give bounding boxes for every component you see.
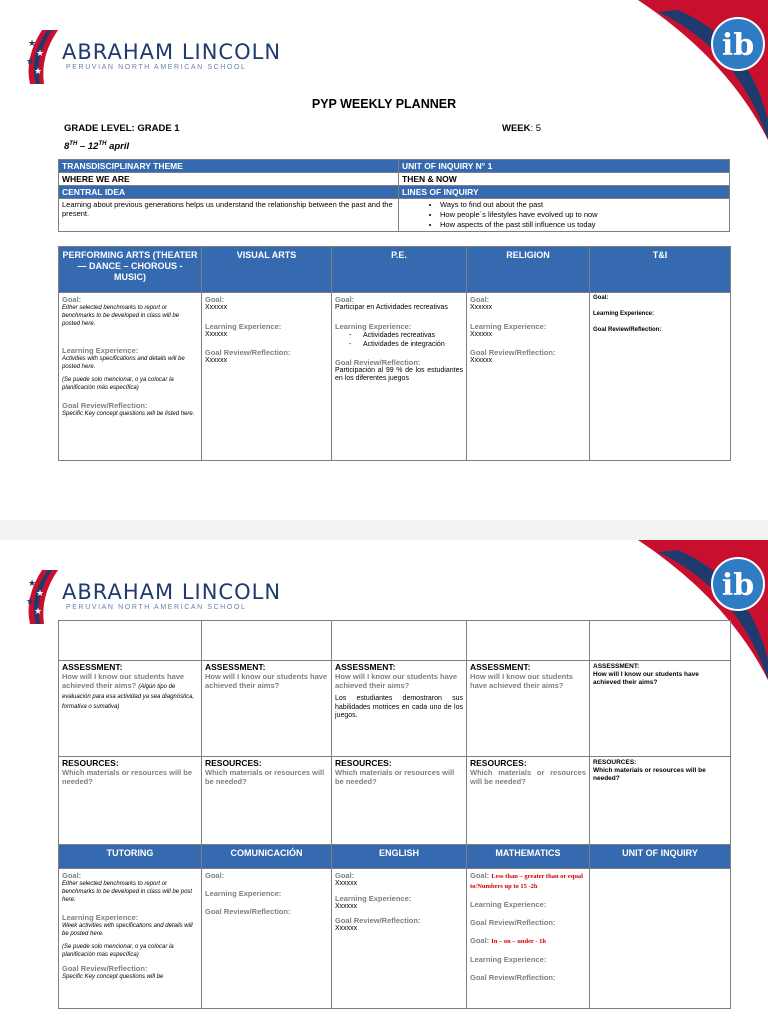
theme-label: TRANSDISCIPLINARY THEME <box>59 160 399 173</box>
stars-icon <box>22 570 58 624</box>
line-item: • How people´s lifestyles have evolved up to now <box>440 210 726 220</box>
svg-text:★: ★ <box>34 66 43 76</box>
svg-text:★: ★ <box>36 588 45 598</box>
stars-icon <box>22 30 58 84</box>
svg-text:★: ★ <box>28 38 37 48</box>
header-comunicacion: COMUNICACIÓN <box>202 845 332 869</box>
ib-logo-text: ib <box>721 28 755 63</box>
page-gap <box>0 520 768 540</box>
lines-label: LINES OF INQUIRY <box>399 186 730 199</box>
header-visual-arts: VISUAL ARTS <box>202 247 332 293</box>
cell-pe: Goal: Participar en Actividades recreativas Learning Experience: - Actividades recreativas - Actividades de integración Goal Review/Reflection: Participación al 99 % de los estudiantes en los diferentes juegos <box>332 293 467 461</box>
svg-text:★: ★ <box>34 606 43 616</box>
central-idea-label: CENTRAL IDEA <box>59 186 399 199</box>
planner-page-2 <box>0 540 768 1024</box>
school-subtitle: PERUVIAN NORTH AMERICAN SCHOOL <box>66 64 247 71</box>
resources-cell: RESOURCES: Which materials or resources will be needed? <box>590 757 731 845</box>
assessment-cell: ASSESSMENT: How will I know our students have achieved their aims? (Algún tipo de evaluación para esa actividad ya sea diagnóstica, formativa o sumativa) <box>59 661 202 757</box>
central-idea-value: Learning about previous generations helps us understand the relationship between the past and the present. <box>59 199 399 232</box>
week-number: WEEK: 5 <box>502 123 542 134</box>
blank-cell <box>59 621 202 661</box>
header-unit-of-inquiry: UNIT OF INQUIRY <box>590 845 731 869</box>
school-name: ABRAHAM LINCOLN <box>62 580 282 604</box>
svg-text:★: ★ <box>26 56 35 66</box>
assessment-cell: ASSESSMENT: How will I know our students have achieved their aims? <box>467 661 590 757</box>
date-range: 8TH – 12TH april <box>64 141 130 153</box>
school-subtitle: PERUVIAN NORTH AMERICAN SCHOOL <box>66 604 247 611</box>
unit-label: UNIT OF INQUIRY N° 1 <box>399 160 730 173</box>
assessment-cell: ASSESSMENT: How will I know our students have achieved their aims? Los estudiantes demostraron sus habilidades motrices en cada uno de los juegos. <box>332 661 467 757</box>
header-religion: RELIGION <box>467 247 590 293</box>
school-logo <box>22 570 281 624</box>
cell-unit-of-inquiry <box>590 869 731 1009</box>
school-name: ABRAHAM LINCOLN <box>62 40 282 64</box>
unit-value: THEN & NOW <box>399 173 730 186</box>
cell-tutoring: Goal: Either selected benchmarks to report or benchmarks to be developed in class will be post here. Learning Experience: Week activities with specifications and details will be posted here. (Se puede solo mencionar, o ya colocar la planificación más específica) Goal Review/Reflection: Specific Key concept questions will be <box>59 869 202 1009</box>
blank-cell <box>332 621 467 661</box>
header-performing-arts: PERFORMING ARTS (THEATER — DANCE – CHOROUS - MUSIC) <box>59 247 202 293</box>
svg-text:★: ★ <box>36 48 45 58</box>
resources-cell: RESOURCES: Which materials or resources will be needed? <box>332 757 467 845</box>
cell-ti: Goal: Learning Experience: Goal Review/Reflection: <box>590 293 731 461</box>
assessment-cell: ASSESSMENT: How will I know our students have achieved their aims? <box>202 661 332 757</box>
blank-cell <box>202 621 332 661</box>
school-logo <box>22 30 281 84</box>
blank-cell <box>590 621 731 661</box>
svg-text:★: ★ <box>26 596 35 606</box>
header-mathematics: MATHEMATICS <box>467 845 590 869</box>
cell-performing-arts: Goal: Either selected benchmarks to report or benchmarks to be developed in class will be posted here. Learning Experience: Activities with specifications and details will be posted here. (Se puede solo mencionar, o ya colocar la planificación más específica) Goal Review/Reflection: Specific Key concept questions will be listed here. <box>59 293 202 461</box>
cell-english: Goal: Xxxxxx Learning Experience: Xxxxxx Goal Review/Reflection: Xxxxxx <box>332 869 467 1009</box>
cell-visual-arts: Goal: Xxxxxx Learning Experience: Xxxxxx Goal Review/Reflection: Xxxxxx <box>202 293 332 461</box>
cell-religion: Goal: Xxxxxx Learning Experience: Xxxxxx Goal Review/Reflection: Xxxxxx <box>467 293 590 461</box>
line-item: • Ways to find out about the past <box>440 200 726 210</box>
header-english: ENGLISH <box>332 845 467 869</box>
resources-cell: RESOURCES: Which materials or resources will be needed? <box>202 757 332 845</box>
theme-value: WHERE WE ARE <box>59 173 399 186</box>
svg-text:★: ★ <box>28 578 37 588</box>
resources-cell: RESOURCES: Which materials or resources will be needed? <box>467 757 590 845</box>
ib-corner-decoration <box>638 0 768 140</box>
ib-logo-text: ib <box>721 568 755 603</box>
cell-mathematics: Goal: Less than – greater than or equal to/Numbers up to 15 -2h Learning Experience: Goal Review/Reflection: Goal: In – on – under - 1h Learning Experience: Goal Review/Reflection: <box>467 869 590 1009</box>
grade-level: GRADE LEVEL: GRADE 1 <box>64 123 180 134</box>
line-item: • How aspects of the past still influence us today <box>440 220 726 230</box>
header-tutoring: TUTORING <box>59 845 202 869</box>
resources-cell: RESOURCES: Which materials or resources will be needed? <box>59 757 202 845</box>
assessment-cell: ASSESSMENT: How will I know our students have achieved their aims? <box>590 661 731 757</box>
blank-cell <box>467 621 590 661</box>
pe-activity: - Actividades recreativas <box>349 331 435 339</box>
assessment-table <box>58 620 731 1009</box>
page-title: PYP WEEKLY PLANNER <box>311 97 457 111</box>
header-pe: P.E. <box>332 247 467 293</box>
header-ti: T&I <box>590 247 731 293</box>
pe-activity: - Actividades de integración <box>349 340 445 348</box>
lines-list <box>399 199 730 232</box>
theme-table <box>58 159 730 232</box>
cell-comunicacion: Goal: Learning Experience: Goal Review/Reflection: <box>202 869 332 1009</box>
subjects-table-1 <box>58 246 731 461</box>
